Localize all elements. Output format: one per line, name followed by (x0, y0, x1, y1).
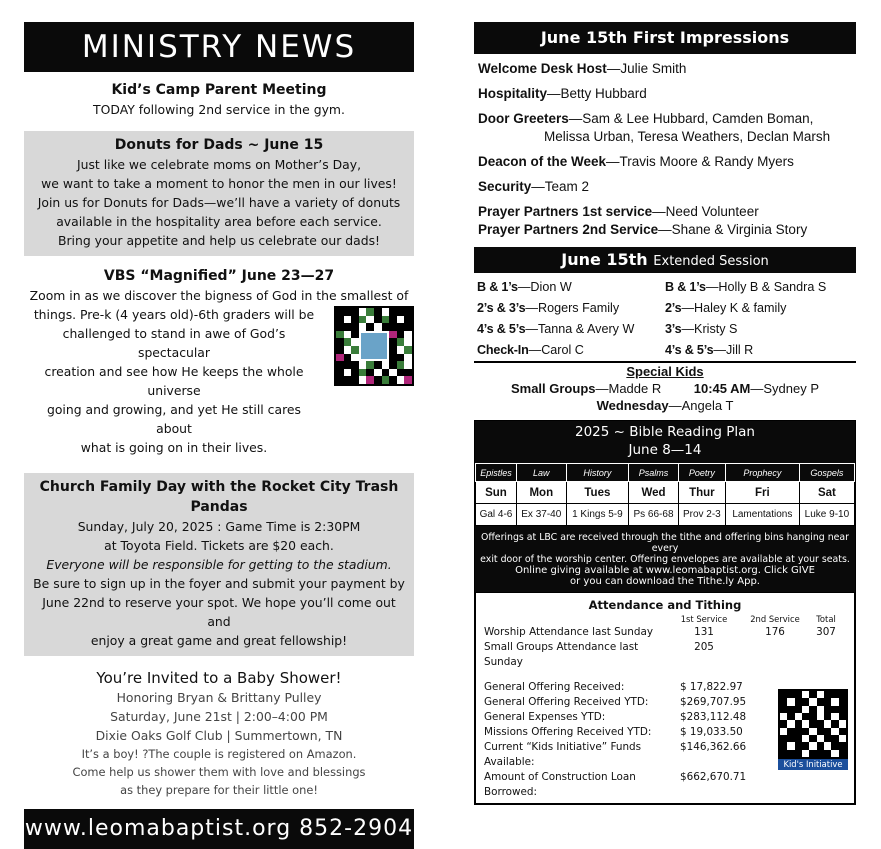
category-cell: Psalms (629, 464, 679, 482)
fi-label: Prayer Partners 1st service (478, 204, 653, 219)
ext-value: —Jill R (713, 343, 754, 357)
offerings-line: Online giving available at www.leomabaptist.org. Click GIVE (515, 565, 815, 576)
ministry-news-column (24, 22, 414, 849)
category-cell: Epistles (476, 464, 517, 482)
special-kids-title: Special Kids (626, 364, 704, 379)
ext-row (477, 340, 665, 361)
vbs-line: Zoom in as we discover the bigness of God in the smallest of (29, 288, 409, 303)
day-cell: Sat (799, 482, 854, 504)
baby-shower-line: Come help us shower them with love and blessings (72, 765, 366, 779)
category-cell: Law (516, 464, 566, 482)
bible-plan-dates: June 8—14 (628, 442, 702, 458)
kids-initiative-caption: Kid's Initiative (778, 759, 848, 770)
finance-value: $269,707.95 (680, 696, 747, 708)
category-cell: Gospels (799, 464, 854, 482)
offerings-line: or you can download the Tithe.ly App. (570, 576, 760, 587)
finance-value: $ 17,822.97 (680, 681, 743, 693)
finance-label: Current “Kids Initiative” Funds Available: (484, 741, 642, 768)
sk-label: Wednesday (596, 398, 669, 413)
reading-cell: Lamentations (725, 504, 799, 526)
vbs-heading: VBS “Magnified” June 23—27 (103, 268, 335, 284)
family-day-line: Be sure to sign up in the foyer and submit your payment by (33, 576, 405, 591)
fi-label: Hospitality (478, 86, 548, 101)
fi-label: Door Greeters (478, 111, 569, 126)
ext-row (665, 277, 853, 298)
donuts-section (24, 131, 414, 256)
family-day-line: Everyone will be responsible for getting to the stadium. (46, 557, 392, 572)
ext-row (665, 340, 853, 361)
category-cell: Poetry (678, 464, 725, 482)
ext-label: 2’s & 3’s (477, 301, 526, 315)
baby-shower-line: Honoring Bryan & Brittany Pulley (116, 690, 322, 705)
vbs-line: challenged to stand in awe of God’s spectacular (62, 326, 286, 360)
fi-row (478, 60, 852, 78)
special-kids-row (474, 397, 856, 414)
special-kids-row (474, 380, 856, 397)
ext-value: —Dion W (517, 280, 572, 294)
finance-value: $146,362.66 (680, 741, 747, 753)
finance-label: General Offering Received YTD: (484, 696, 649, 708)
baby-shower-heading: You’re Invited to a Baby Shower! (96, 669, 342, 687)
attendance-title: Attendance and Tithing (588, 598, 742, 612)
baby-shower-line: as they prepare for their little one! (120, 783, 318, 797)
fi-value: —Travis Moore & Randy Myers (606, 154, 794, 169)
sk-label: Small Groups (510, 381, 596, 396)
first-impressions-list (474, 54, 856, 243)
website-phone-footer[interactable]: www.leomabaptist.org 852-2904 (24, 809, 414, 849)
ext-value: —Tanna & Avery W (525, 322, 635, 336)
fi-row (478, 85, 852, 103)
reading-cell: Luke 9-10 (799, 504, 854, 526)
donuts-line: Just like we celebrate moms on Mother’s Day, (76, 157, 362, 172)
finance-label: General Expenses YTD: (484, 711, 606, 723)
finance-label: General Offering Received: (484, 681, 625, 693)
baby-shower-line: Saturday, June 21st | 2:00–4:00 PM (110, 709, 328, 724)
ext-label: 3’s (665, 322, 682, 336)
groups-attendance-row (484, 640, 846, 670)
ext-value: —Carol C (528, 343, 584, 357)
sk-value: —Angela T (668, 398, 734, 413)
ext-label: B & 1’s (477, 280, 518, 294)
reading-cell: Ps 66-68 (629, 504, 679, 526)
donuts-line: available in the hospitality area before each service. (56, 214, 382, 229)
donuts-heading: Donuts for Dads ~ June 15 (114, 137, 324, 153)
attendance-value: 176 (765, 626, 785, 638)
fi-row (478, 203, 852, 221)
kids-camp-section (24, 78, 414, 123)
bible-reading-plan (474, 420, 856, 805)
vbs-line: creation and see how He keeps the whole universe (44, 364, 304, 398)
kids-camp-text: TODAY following 2nd service in the gym. (93, 102, 345, 117)
category-cell: Prophecy (725, 464, 799, 482)
donuts-line: Join us for Donuts for Dads—we’ll have a variety of donuts (37, 195, 401, 210)
family-day-line: at Toyota Field. Tickets are $20 each. (104, 538, 334, 553)
bible-plan-title (475, 421, 855, 463)
donuts-line: Bring your appetite and help us celebrate our dads! (57, 233, 381, 248)
attendance-value: 131 (694, 626, 714, 638)
ext-label: Check-In (477, 343, 529, 357)
fi-value: —Julie Smith (606, 61, 687, 76)
day-cell: Thur (678, 482, 725, 504)
sk-label: 10:45 AM (693, 381, 751, 396)
attendance-label: Small Groups Attendance last Sunday (484, 641, 639, 668)
family-day-line: June 22nd to reserve your spot. We hope you’ll come out and (42, 595, 396, 629)
extended-title-text: Extended Session (653, 254, 769, 269)
reading-cell: 1 Kings 5-9 (566, 504, 629, 526)
attendance-value: 205 (694, 641, 714, 653)
offerings-line: Offerings at LBC are received through the tithe and offering bins hanging near every (480, 532, 850, 554)
finance-value: $283,112.48 (680, 711, 747, 723)
reading-cell: Prov 2-3 (678, 504, 725, 526)
ext-row (477, 277, 665, 298)
sk-value: —Madde R (595, 381, 662, 396)
fi-value: Melissa Urban, Teresa Weathers, Declan Marsh (544, 129, 831, 144)
vbs-line: what is going on in their lives. (80, 440, 268, 455)
ext-value: —Kristy S (681, 322, 738, 336)
vbs-section (24, 264, 414, 463)
day-cell: Wed (629, 482, 679, 504)
baby-shower-line: It’s a boy! ?The couple is registered on Amazon. (81, 747, 357, 761)
day-cell: Mon (516, 482, 566, 504)
fi-row (478, 178, 852, 196)
fi-label: Welcome Desk Host (478, 61, 607, 76)
ext-row (477, 298, 665, 319)
ext-label: B & 1’s (665, 280, 706, 294)
reading-cell: Ex 37-40 (516, 504, 566, 526)
col-head: 1st Service (680, 614, 728, 624)
schedule-column (474, 22, 856, 805)
finance-label: Missions Offering Received YTD: (484, 726, 652, 738)
day-cell: Fri (725, 482, 799, 504)
fi-value: —Shane & Virginia Story (658, 222, 808, 237)
ext-row (665, 298, 853, 319)
vbs-line: things. Pre-k (4 years old)-6th graders will be (33, 307, 315, 322)
finance-value: $662,670.71 (680, 771, 747, 783)
fi-row (478, 221, 852, 239)
family-day-line: Sunday, July 20, 2025 : Game Time is 2:30PM (77, 519, 361, 534)
bible-plan-heading: 2025 ~ Bible Reading Plan (575, 424, 755, 440)
attendance-col-heads (484, 613, 846, 625)
ext-value: —Haley K & family (681, 301, 787, 315)
attendance-value: 307 (816, 626, 836, 638)
extended-title-date: June 15th (561, 250, 648, 269)
vbs-qr-code[interactable] (334, 306, 414, 386)
baby-shower-section (24, 668, 414, 799)
extended-session-grid (474, 273, 856, 363)
kids-initiative-qr-code[interactable] (778, 689, 848, 759)
family-day-line: enjoy a great game and great fellowship! (90, 633, 348, 648)
offerings-note (475, 526, 855, 592)
finance-row (484, 770, 846, 800)
fi-value: —Sam & Lee Hubbard, Camden Boman, (568, 111, 814, 126)
ext-value: —Holly B & Sandra S (705, 280, 827, 294)
extended-session-title (474, 247, 856, 273)
day-cell: Sun (476, 482, 517, 504)
ext-label: 4’s & 5’s (477, 322, 526, 336)
ministry-news-title: MINISTRY NEWS (24, 22, 414, 72)
finance-value: $ 19,033.50 (680, 726, 743, 738)
family-day-section (24, 473, 414, 656)
fi-label: Deacon of the Week (478, 154, 607, 169)
fi-value: —Team 2 (531, 179, 590, 194)
reading-cell: Gal 4-6 (476, 504, 517, 526)
family-day-heading: Church Family Day with the Rocket City Trash Pandas (39, 479, 399, 515)
first-impressions-title: June 15th First Impressions (474, 22, 856, 54)
category-cell: History (566, 464, 629, 482)
baby-shower-line: Dixie Oaks Golf Club | Summertown, TN (95, 728, 343, 743)
fi-value: —Betty Hubbard (547, 86, 647, 101)
fi-value: —Need Volunteer (652, 204, 759, 219)
finance-label: Amount of Construction Loan Borrowed: (484, 771, 636, 798)
col-head: Total (816, 614, 836, 624)
fi-label: Prayer Partners 2nd Service (478, 222, 659, 237)
offerings-line: exit door of the worship center. Offering envelopes are available at your seats. (480, 554, 850, 565)
attendance-label: Worship Attendance last Sunday (484, 626, 654, 638)
worship-attendance-row (484, 625, 846, 640)
special-kids-section (474, 364, 856, 414)
vbs-line: going and growing, and yet He still cares about (46, 402, 301, 436)
donuts-line: we want to take a moment to honor the men in our lives! (41, 176, 397, 191)
fi-label: Security (478, 179, 532, 194)
attendance-tithing (475, 592, 855, 804)
col-head: 2nd Service (750, 614, 800, 624)
ext-row (477, 319, 665, 340)
fi-row (478, 153, 852, 171)
bible-plan-table (475, 463, 855, 526)
ext-label: 4’s & 5’s (665, 343, 714, 357)
ext-value: —Rogers Family (525, 301, 620, 315)
kids-camp-heading: Kid’s Camp Parent Meeting (111, 82, 327, 98)
sk-value: —Sydney P (750, 381, 820, 396)
day-cell: Tues (566, 482, 629, 504)
ext-label: 2’s (665, 301, 682, 315)
fi-row (478, 110, 852, 146)
ext-row (665, 319, 853, 340)
